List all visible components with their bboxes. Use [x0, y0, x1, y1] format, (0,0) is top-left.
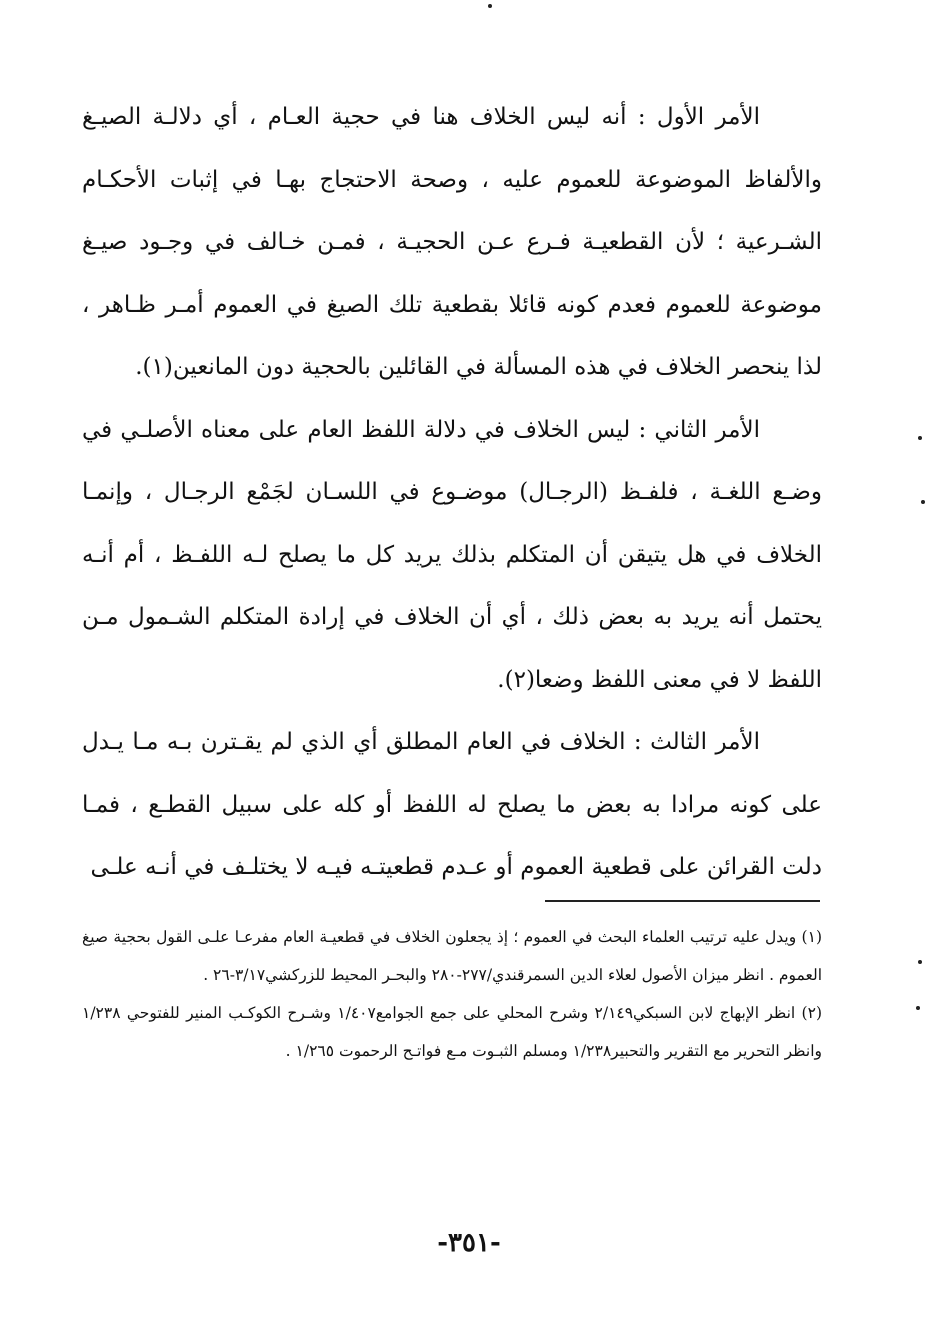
footnote-2: (٢) انظر الإبهاج لابن السبكي٢/١٤٩ وشرح المحلي على جمع الجوامع١/٤٠٧ وشـرح الكوكـب المنير للفتوحي ١/٢٣٨ وانظر التحرير مع التقرير والتحبير١/٢٣٨ ومسلم الثبـوت مـع فواتـح الرحموت ١/٢٦٥ .	[82, 1004, 822, 1060]
footnote-1: (١) ويدل عليه ترتيب العلماء البحث في العموم ؛ إذ يجعلون الخلاف في قطعيـة العام مفرعـا علـى القول بحجية صيغ العموم . انظر ميزان الأصول لعلاء الدين السمرقندي/٢٧٧-٢٨٠ والبحـر المحيط للزركشي٣/١٧-٢٦ .	[82, 928, 822, 984]
paragraph-second-matter: الأمر الثاني : ليس الخلاف في دلالة اللفظ العام على معناه الأصلـي في وضـع اللغـة ، فلفـظ (الرجـال) موضـوع في اللسـان لجَمْع الرجـال ، وإنمـا الخلاف في هل يتيقن أن المتكلم بذلك يريد كل ما يصلح لـه اللفـظ ، أم أنـه يحتمل أنه يريد به بعض ذلك ، أي أن الخلاف في إرادة المتكلم الشـمول مـن اللفظ لا في معنى اللفظ وضعا(٢).	[82, 416, 823, 693]
scan-speck	[918, 436, 922, 440]
scan-speck	[921, 500, 925, 504]
paragraph-third-matter: الأمر الثالث : الخلاف في العام المطلق أي الذي لم يقـترن بـه مـا يـدل على كونه مرادا به بعض ما يصلح له اللفظ أو كله على سبيل القطـع ، فمـا دلت القرائن على قطعية العموم أو عـدم قطعيتـه فيـه لا يختلـف في أنـه علـى	[82, 729, 822, 880]
footnote-separator	[545, 900, 820, 902]
scan-speck	[488, 4, 492, 8]
main-text	[82, 86, 822, 899]
page-number: -٣٥١-	[437, 1228, 501, 1258]
scan-speck	[918, 960, 922, 964]
scan-speck	[916, 1006, 920, 1010]
paragraph-first-matter: الأمر الأول : أنه ليس الخلاف هنا في حجية العـام ، أي دلالـة الصيـغ والألفاظ الموضوعة للعموم عليه ، وصحة الاحتجاج بهـا في إثبات الأحكـام الشـرعية ؛ لأن القطعيـة فـرع عـن الحجيـة ، فمـن خـالف في وجـود صيـغ موضوعة للعموم فعدم كونه قائلا بقطعية تلك الصيغ في العموم أمـر ظـاهر ، لذا ينحصر الخلاف في هذه المسألة في القائلين بالحجية دون المانعين(١).	[82, 104, 822, 380]
footnotes	[82, 918, 822, 1070]
